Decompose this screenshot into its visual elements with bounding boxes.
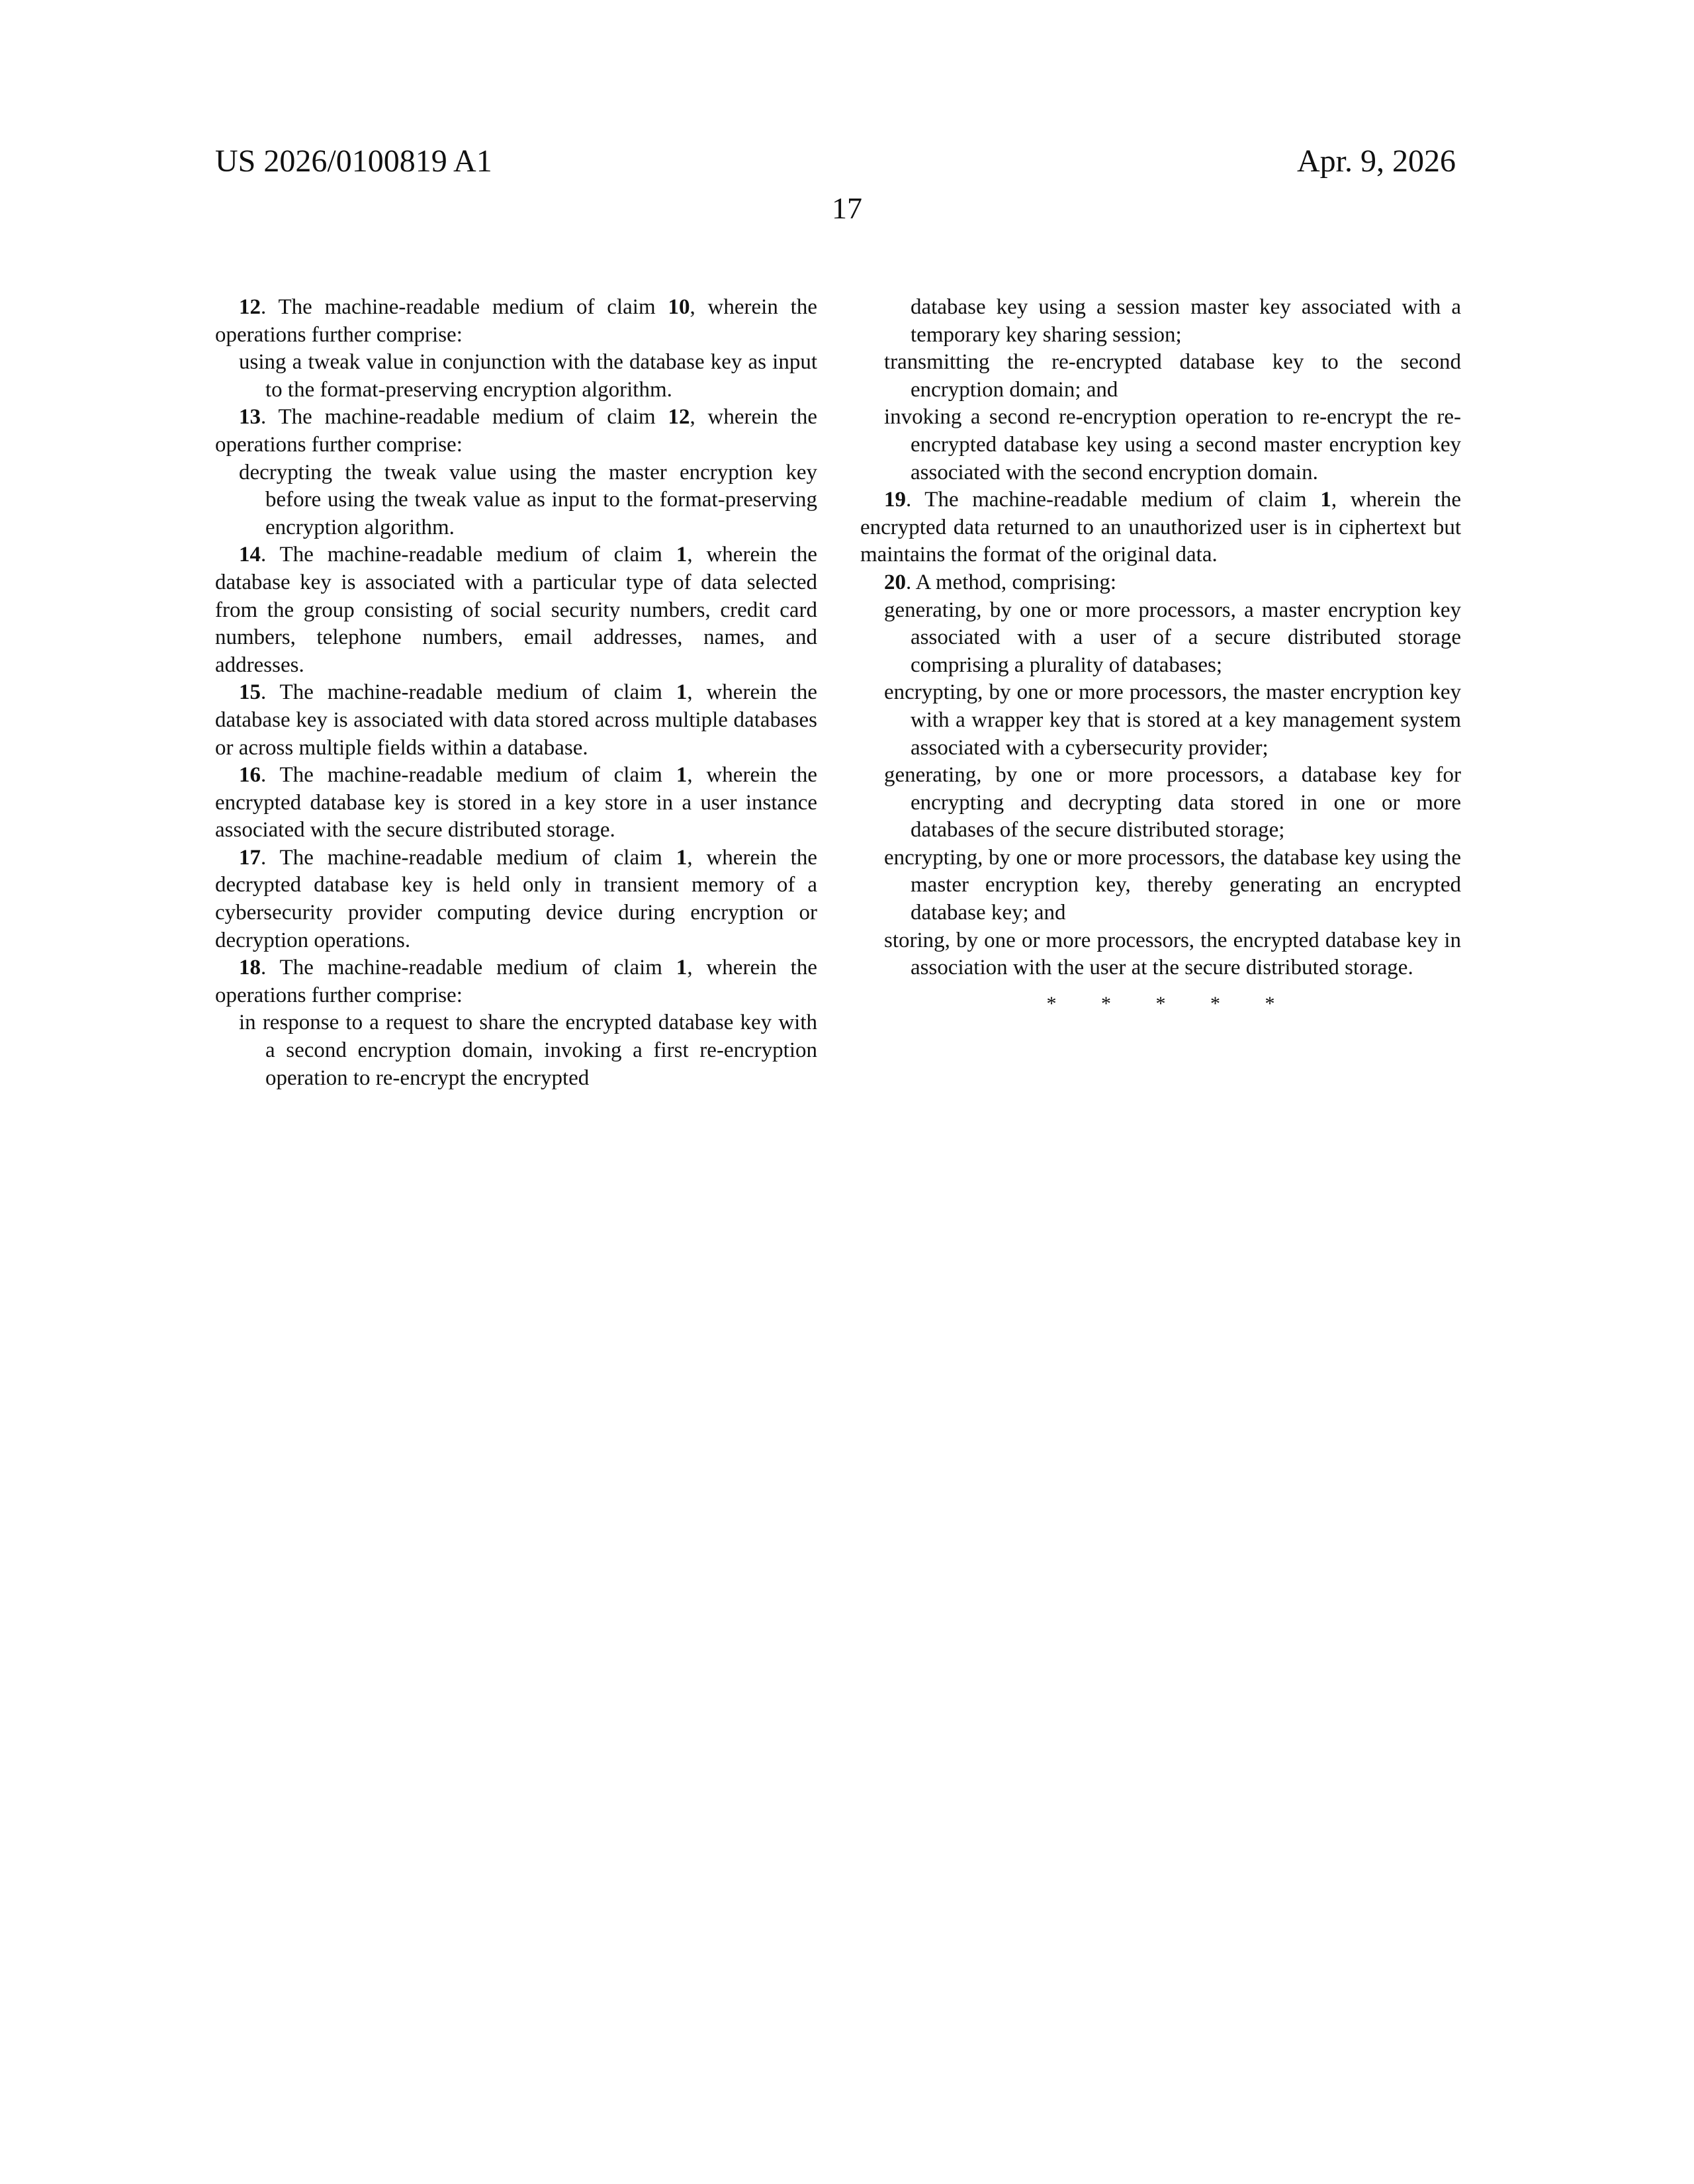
claim-12 xyxy=(215,294,817,349)
claim-number: 12 xyxy=(239,295,261,319)
claim-number: 20 xyxy=(884,570,906,594)
claim-16 xyxy=(215,762,817,844)
publication-number: US 2026/0100819 A1 xyxy=(215,144,492,179)
claim-text: . The machine-readable medium of claim xyxy=(906,488,1321,512)
claim-step: invoking a second re-encryption operation to re-encrypt the re-encrypted database key using a second master encryption key associated with the second encryption domain. xyxy=(884,405,1461,484)
claim-step: in response to a request to share the encrypted database key with a second encryption domain, invoking a first re-encryption operation to re-encrypt the encrypted xyxy=(239,1011,817,1090)
left-column xyxy=(215,294,817,1092)
claim-reference: 1 xyxy=(676,763,688,788)
claim-20 xyxy=(860,569,1461,597)
end-of-claims-mark: * * * * * xyxy=(1046,992,1295,1015)
claim-number: 17 xyxy=(239,845,261,870)
claim-17 xyxy=(215,844,817,954)
publication-date: Apr. 9, 2026 xyxy=(1297,144,1456,179)
claim-text: . A method, comprising: xyxy=(906,570,1117,594)
claim-number: 19 xyxy=(884,488,906,512)
claim-text: . The machine-readable medium of claim xyxy=(261,405,668,430)
claim-text: . The machine-readable medium of claim xyxy=(261,956,676,980)
claim-text: , wherein the decrypted database key is held only in transient memory of a cybersecurity provider computing device during encryption or decryption operations. xyxy=(215,845,817,952)
claim-19 xyxy=(860,486,1461,569)
claim-step: generating, by one or more processors, a master encryption key associated with a user of a secure distributed storage comprising a plurality of databases; xyxy=(884,598,1461,677)
claim-step: transmitting the re-encrypted database key to the second encryption domain; and xyxy=(884,350,1461,402)
claim-reference: 12 xyxy=(668,405,690,430)
claim-reference: 1 xyxy=(1320,488,1331,512)
claim-text: , wherein the operations further comprise: xyxy=(215,405,817,457)
claim-number: 14 xyxy=(239,543,261,567)
claim-13 xyxy=(215,404,817,459)
claim-text: . The machine-readable medium of claim xyxy=(261,543,676,567)
claim-reference: 10 xyxy=(668,295,690,319)
claim-text: . The machine-readable medium of claim xyxy=(261,845,676,870)
claim-text: . The machine-readable medium of claim xyxy=(261,295,668,319)
claim-step: using a tweak value in conjunction with the database key as input to the format-preserving encryption algorithm. xyxy=(239,350,817,402)
claim-number: 13 xyxy=(239,405,261,430)
claim-text: , wherein the database key is associated with a particular type of data selected from the group consisting of social security numbers, credit card numbers, telephone numbers, email addresses, names, and addresses. xyxy=(215,543,817,677)
claim-number: 18 xyxy=(239,956,261,980)
claim-number: 16 xyxy=(239,763,261,788)
claim-reference: 1 xyxy=(676,543,688,567)
page-header xyxy=(215,146,1456,192)
claim-text: , wherein the operations further comprise: xyxy=(215,295,817,347)
claim-text: . The machine-readable medium of claim xyxy=(261,680,676,705)
claim-step: generating, by one or more processors, a database key for encrypting and decrypting data stored in one or more databases of the secure distributed storage; xyxy=(884,763,1461,842)
claim-step: storing, by one or more processors, the encrypted database key in association with the user at the secure distributed storage. xyxy=(884,928,1461,980)
page-number: 17 xyxy=(832,191,862,225)
claim-step-continued: database key using a session master key associated with a temporary key sharing session; xyxy=(911,295,1461,347)
claim-number: 15 xyxy=(239,680,261,705)
claim-text: , wherein the encrypted data returned to an unauthorized user is in ciphertext but maintains the format of the original data. xyxy=(860,488,1461,567)
claim-text: , wherein the operations further comprise: xyxy=(215,956,817,1007)
right-column xyxy=(860,294,1461,1017)
claim-reference: 1 xyxy=(676,956,688,980)
claim-15 xyxy=(215,679,817,762)
claim-14 xyxy=(215,541,817,679)
claim-text: . The machine-readable medium of claim xyxy=(261,763,676,788)
claim-reference: 1 xyxy=(676,845,688,870)
claim-step: decrypting the tweak value using the master encryption key before using the tweak value as input to the format-preserving encryption algorithm. xyxy=(239,460,817,539)
claim-reference: 1 xyxy=(676,680,688,705)
claim-text: , wherein the encrypted database key is stored in a key store in a user instance associated with the secure distributed storage. xyxy=(215,763,817,842)
claim-18 xyxy=(215,954,817,1009)
claim-step: encrypting, by one or more processors, the master encryption key with a wrapper key that is stored at a key management system associated with a cybersecurity provider; xyxy=(884,680,1461,760)
claim-text: , wherein the database key is associated with data stored across multiple databases or across multiple fields within a database. xyxy=(215,680,817,760)
claim-step: encrypting, by one or more processors, the database key using the master encryption key, thereby generating an encrypted database key; and xyxy=(884,845,1461,925)
